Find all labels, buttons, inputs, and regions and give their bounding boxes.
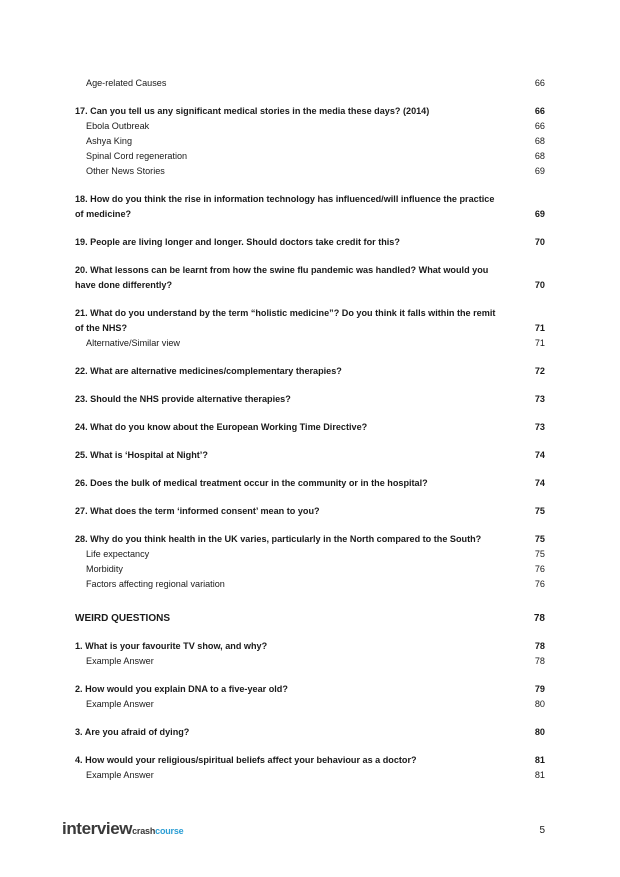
toc-page-number: 80 (534, 699, 545, 709)
toc-entry-label: 1. What is your favourite TV show, and why? (75, 641, 268, 651)
toc-page-number: 66 (534, 106, 545, 116)
toc-entry-label: 20. What lessons can be learnt from how the swine flu pandemic was handled? What would you have done differently? (75, 265, 489, 290)
toc-page-number: 81 (534, 755, 545, 765)
toc-section-weird-questions[interactable] (75, 611, 545, 626)
toc-page-number: 71 (534, 323, 545, 333)
toc-page-number: 76 (534, 579, 545, 589)
toc-page-number: 78 (534, 656, 545, 666)
toc-subentry[interactable] (75, 149, 545, 164)
toc-entry-label: 24. What do you know about the European Working Time Directive? (75, 422, 368, 432)
toc-subentry[interactable] (75, 134, 545, 149)
toc-entry-label: 28. Why do you think health in the UK varies, particularly in the North compared to the South? (75, 534, 482, 544)
toc-entry-label: Example Answer (86, 699, 154, 709)
toc-subentry[interactable] (75, 336, 545, 351)
toc-entry-label: 2. How would you explain DNA to a five-year old? (75, 684, 288, 694)
toc-page-number: 68 (534, 151, 545, 161)
toc-entry-label: 27. What does the term ‘informed consent’ mean to you? (75, 506, 320, 516)
toc-question-22[interactable] (75, 364, 545, 379)
toc-entry-label: 22. What are alternative medicines/complementary therapies? (75, 366, 342, 376)
table-of-contents (75, 76, 545, 783)
logo-text-crash: crash (132, 826, 156, 836)
toc-entry-label: Example Answer (86, 770, 154, 780)
toc-entry-label: Morbidity (86, 564, 123, 574)
toc-page-number: 74 (534, 478, 545, 488)
toc-subentry[interactable] (75, 547, 545, 562)
interview-crashcourse-logo (62, 819, 183, 839)
toc-subentry[interactable] (75, 119, 545, 134)
toc-weird-question-2[interactable] (75, 682, 545, 697)
toc-question-21[interactable] (75, 306, 545, 336)
toc-subentry[interactable] (75, 76, 545, 91)
toc-entry-label: Life expectancy (86, 549, 150, 559)
toc-entry-label: 4. How would your religious/spiritual beliefs affect your behaviour as a doctor? (75, 755, 417, 765)
toc-question-25[interactable] (75, 448, 545, 463)
toc-page-number: 76 (534, 564, 545, 574)
toc-question-23[interactable] (75, 392, 545, 407)
toc-weird-question-1[interactable] (75, 639, 545, 654)
toc-section-label: WEIRD QUESTIONS (75, 613, 171, 624)
toc-entry-label: 17. Can you tell us any significant medical stories in the media these days? (2014) (75, 106, 430, 116)
toc-page-number: 79 (534, 684, 545, 694)
toc-page-number: 69 (534, 166, 545, 176)
toc-subentry[interactable] (75, 697, 545, 712)
toc-page-number: 66 (534, 78, 545, 88)
toc-page-number: 73 (534, 394, 545, 404)
toc-page-number: 75 (534, 534, 545, 544)
toc-page-number: 69 (534, 209, 545, 219)
toc-page-number: 74 (534, 450, 545, 460)
toc-page-number: 78 (533, 613, 545, 624)
toc-entry-label: 3. Are you afraid of dying? (75, 727, 190, 737)
toc-question-19[interactable] (75, 235, 545, 250)
toc-entry-label: 21. What do you understand by the term “holistic medicine”? Do you think it falls within the remit of the NHS? (75, 308, 496, 333)
toc-question-24[interactable] (75, 420, 545, 435)
toc-page-number: 75 (534, 506, 545, 516)
toc-page-number: 71 (534, 338, 545, 348)
toc-entry-label: Age-related Causes (86, 78, 167, 88)
toc-page-number: 66 (534, 121, 545, 131)
toc-entry-label: Ebola Outbreak (86, 121, 150, 131)
toc-question-27[interactable] (75, 504, 545, 519)
toc-weird-question-3[interactable] (75, 725, 545, 740)
toc-page-number: 78 (534, 641, 545, 651)
toc-subentry[interactable] (75, 562, 545, 577)
toc-page-number: 72 (534, 366, 545, 376)
toc-page-number: 70 (534, 237, 545, 247)
toc-entry-label: Ashya King (86, 136, 133, 146)
logo-text-interview: interview (62, 819, 133, 838)
toc-entry-label: 18. How do you think the rise in information technology has influenced/will influence the practice of medicine? (75, 194, 495, 219)
page-number: 5 (539, 825, 545, 836)
toc-page-number: 73 (534, 422, 545, 432)
toc-weird-question-4[interactable] (75, 753, 545, 768)
toc-entry-label: 25. What is ‘Hospital at Night’? (75, 450, 208, 460)
toc-question-26[interactable] (75, 476, 545, 491)
logo-text-course: course (155, 826, 184, 836)
toc-page-number: 70 (534, 280, 545, 290)
toc-page-number: 75 (534, 549, 545, 559)
toc-page-number: 81 (534, 770, 545, 780)
toc-entry-label: Example Answer (86, 656, 154, 666)
toc-entry-label: Factors affecting regional variation (86, 579, 225, 589)
toc-entry-label: 19. People are living longer and longer. Should doctors take credit for this? (75, 237, 400, 247)
toc-question-20[interactable] (75, 263, 545, 293)
toc-entry-label: 23. Should the NHS provide alternative therapies? (75, 394, 291, 404)
toc-question-18[interactable] (75, 192, 545, 222)
toc-subentry[interactable] (75, 654, 545, 669)
toc-entry-label: Spinal Cord regeneration (86, 151, 188, 161)
toc-question-28[interactable] (75, 532, 545, 547)
toc-entry-label: Alternative/Similar view (86, 338, 180, 348)
toc-subentry[interactable] (75, 577, 545, 592)
toc-subentry[interactable] (75, 768, 545, 783)
toc-page-number: 68 (534, 136, 545, 146)
toc-question-17[interactable] (75, 104, 545, 119)
toc-entry-label: Other News Stories (86, 166, 165, 176)
toc-page-number: 80 (534, 727, 545, 737)
toc-entry-label: 26. Does the bulk of medical treatment occur in the community or in the hospital? (75, 478, 428, 488)
toc-subentry[interactable] (75, 164, 545, 179)
